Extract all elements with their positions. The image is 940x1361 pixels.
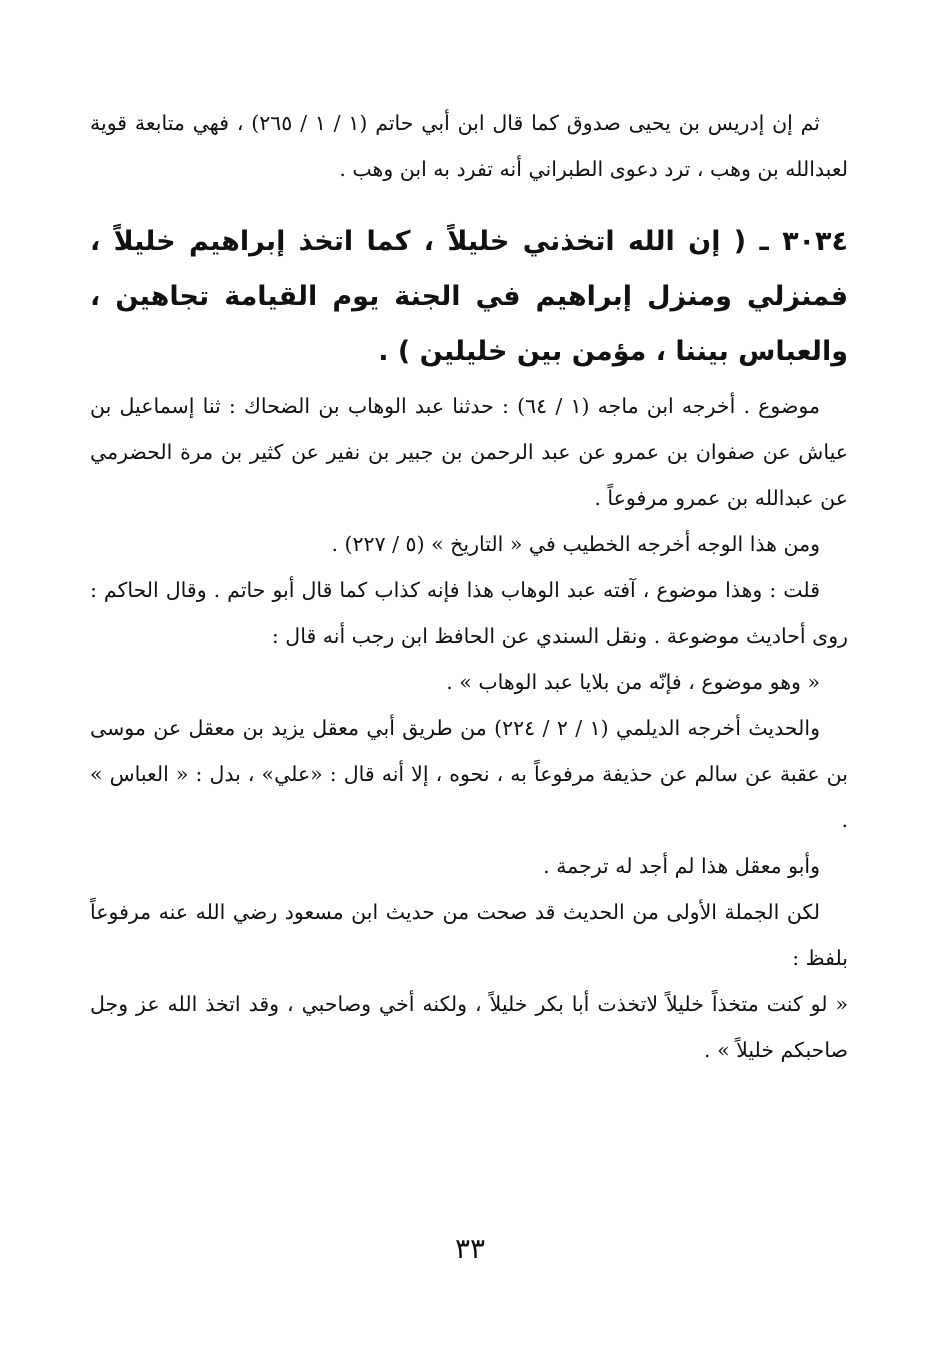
commentary-paragraph-2: ومن هذا الوجه أخرجه الخطيب في « التاريخ » (٥ / ٢٢٧) . (331, 532, 820, 556)
commentary-paragraph-1: موضوع . أخرجه ابن ماجه (١ / ٦٤) : حدثنا عبد الوهاب بن الضحاك : ثنا إسماعيل بن عياش عن صفوان بن عمرو عن عبد الرحمن بن جبير بن نفير عن كثير بن مرة الحضرمي عن عبدالله بن عمرو مرفوعاً . (90, 394, 848, 510)
commentary-paragraph-7: لكن الجملة الأولى من الحديث قد صحت من حديث ابن مسعود رضي الله عنه مرفوعاً بلفظ : (90, 900, 848, 970)
page-number: ٣٣ (454, 1232, 486, 1265)
commentary-paragraph-5: والحديث أخرجه الديلمي (١ / ٢ / ٢٢٤) من طريق أبي معقل يزيد بن معقل عن موسى بن عقبة عن سالم عن حذيفة مرفوعاً به ، نحوه ، إلا أنه قال : «علي» ، بدل : « العباس » . (90, 716, 848, 832)
spacer (90, 192, 848, 198)
page-body (90, 100, 848, 1073)
hadith-heading: ٣٠٣٤ ـ ( إن الله اتخذني خليلاً ، كما اتخذ إبراهيم خليلاً ، فمنزلي ومنزل إبراهيم في الجنة يوم القيامة تجاهين ، والعباس بيننا ، مؤمن بين خليلين ) . (90, 226, 848, 367)
intro-paragraph: ثم إن إدريس بن يحيى صدوق كما قال ابن أبي حاتم (١ / ١ / ٢٦٥) ، فهي متابعة قوية لعبدالله بن وهب ، ترد دعوى الطبراني أنه تفرد به ابن وهب . (90, 111, 848, 181)
commentary-paragraph-6: وأبو معقل هذا لم أجد له ترجمة . (543, 854, 820, 878)
commentary-quote-2: « لو كنت متخذاً خليلاً لاتخذت أبا بكر خليلاً ، ولكنه أخي وصاحبي ، وقد اتخذ الله عز وجل صاحبكم خليلاً » . (90, 992, 848, 1062)
commentary-quote-1: « وهو موضوع ، فإنّه من بلايا عبد الوهاب » . (446, 670, 820, 694)
commentary-paragraph-3: قلت : وهذا موضوع ، آفته عبد الوهاب هذا فإنه كذاب كما قال أبو حاتم . وقال الحاكم : روى أحاديث موضوعة . ونقل السندي عن الحافظ ابن رجب أنه قال : (90, 578, 848, 648)
